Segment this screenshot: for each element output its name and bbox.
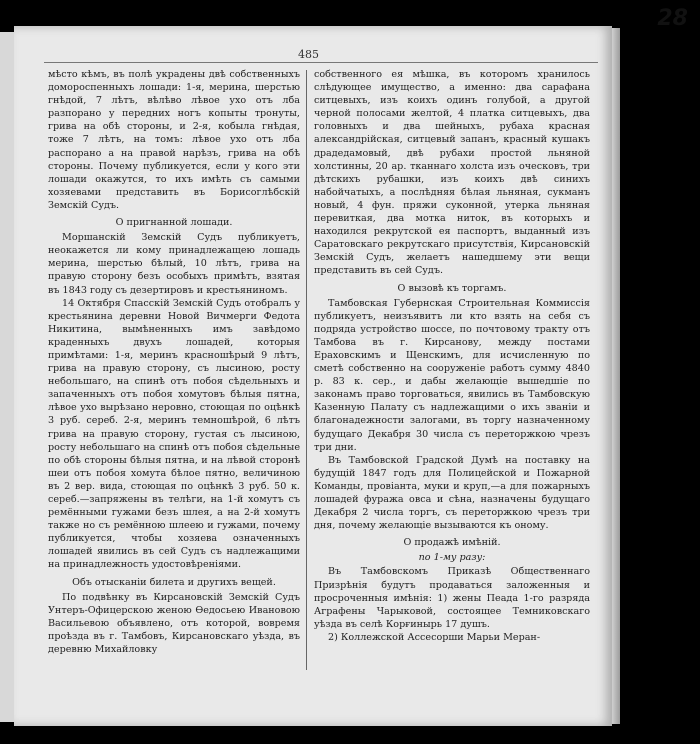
paragraph: Тамбовская Губернская Строительная Коммиссія публикуетъ, неизъявитъ ли кто взять на себя съ подряда устройство шоссе, по почтовому тракту отъ Тамбова въ г. Кирсанову, между постами Ераховскимъ и Щенскимъ, для исчисленную по сметѣ собственно на сооруженіе работъ сумму 4840 р. 83 к. сер., и дабы желающіе вышедшіе по законамъ право торговаться, явились въ Тамбовскую Казенную Палату съ надлежащими о ихъ званіи и благонадежности залогами, въ торгу назначенному будущаго Декабря 30 числа съ переторжкою чрезъ три дни. <box>314 297 590 453</box>
section-heading: Объ отысканіи билета и другихъ вещей. <box>72 576 276 588</box>
section-heading: О вызовѣ къ торгамъ. <box>397 282 507 294</box>
left-column <box>48 68 300 656</box>
section-subheading: по 1-му разу: <box>418 552 486 564</box>
section-heading: О пригнанной лошади. <box>115 217 233 229</box>
document-page <box>14 26 612 726</box>
paragraph: Моршанскій Земскій Судъ публикуетъ, неокажется ли кому принадлежащею лошадь мерина, шерстью бѣлый, 10 лѣтъ, грива на правую сторону безъ особыхъ примѣтъ, взятая въ 1843 году съ дезертировъ и крестьяниномъ. <box>48 232 300 296</box>
column-divider <box>306 70 307 670</box>
paragraph-continuation: собственного ея мѣшка, въ которомъ хранилось слѣдующее имущество, а именно: два сарафана ситцевыхъ, изъ коихъ одинъ голубой, а другой черной полосами желтой, 4 платка ситцевыхъ, два головныхъ и два шейныхъ, рубаха красная александрійская, ситцевый запанъ, красный кушакъ драдедамовый, двѣ рубахи простой льняной холстинны, 20 ар. тканнаго холста изъ оческовъ, три дѣтскихъ рубашки, изъ коихъ двѣ синихъ набойчатыхъ, а послѣдняя бѣлая льняная, сукманъ новый, 4 фун. пряжи суконной, утерка льняная перевиткая, два мотка ниток, въ которыхъ и находился рекрутской ея паспортъ, выданный изъ Саратовскаго рекрутскаго присутствія, Кирсановскій Земскій Судъ, желаетъ нашедшему эти вещи представить въ сей Судъ. <box>314 69 590 277</box>
paragraph: 2) Коллежской Ассесорши Марьи Меран- <box>328 631 541 643</box>
paragraph-continuation: мѣсто кѣмъ, въ полѣ украдены двѣ собственныхъ домороспенныхъ лошади: 1-я, мерина, шерстью гнѣдой, 7 лѣтъ, вѣлѣво лѣвое ухо отъ лба разпорано у передних ногъ копыты тронуты, грива на обѣ стороны, и 2-я, кобыла гнѣдая, тоже 7 лѣтъ, на томъ: лѣвое ухо отъ лба распорано а на правой нарѣзъ, грива на обѣ стороны. Почему публикуется, если у кого эти лошади окажутся, то ихъ имѣть съ самыми хозяевами представить въ Борисоглѣбскій Земскій Судъ. <box>48 69 300 211</box>
header-rule <box>44 62 598 63</box>
paragraph: Въ Тамбовскомъ Приказѣ Общественнаго Призрѣнія будутъ продаваться заложенныя и просроченныя имѣнія: 1) жены Пеада 1-го разряда Аграфены Чарыковой, состоящее Темниковскаго уѣзда въ селѣ Корғинырь 17 душъ. <box>314 566 590 630</box>
page-number: 485 <box>298 48 319 61</box>
handwritten-page-mark: 28 <box>657 6 688 31</box>
page-thickness-edge <box>612 28 620 724</box>
right-column <box>314 68 590 644</box>
paragraph: По подвѣнку въ Кирсановскій Земскій Судъ Унтеръ-Офицерскою женою Өедосьею Ивановою Васильевою объявлено, отъ которой, вовремя проѣзда въ г. Тамбовъ, Кирсановскаго уѣзда, въ деревню Михайловку <box>48 591 300 656</box>
paragraph: 14 Октября Спасскій Земскій Судъ отобралъ у крестьянина деревни Новой Вичмерги Федота Никитина, вымѣненныхъ имъ завѣдомо краденныхъ двухъ лошадей, которыя примѣтами: 1-я, меринъ красношѣрый 9 лѣтъ, грива на правую сторону, съ лысиною, росту небольшаго, на спинѣ отъ побоя сѣдельныхъ и запаченныхъ отъ побоя хомутовъ бѣлыя пятна, лѣвое ухо вырѣзано неровно, стоющая по оцѣнкѣ 3 руб. сереб. 2-я, меринъ темношѣрой, 6 лѣтъ грива на правую сторону, густая съ лысиною, росту небольшаго на спинѣ отъ побоя сѣдельные по обѣ стороны бѣлыя пятна, и на лѣвой сторонѣ шеи отъ побоя хомута бѣлое пятно, величиною въ 2 вер. вида, стоющая по оцѣнкѣ 3 руб. 50 к. сереб.—запряжены въ телѣги, на 1-й хомутъ съ ремёнными гужами безъ шлея, а на 2-й хомутъ также но съ ремённою шлеею и гужами, почему публикуется, чтобы хозяева означенныхъ лошадей явились въ сей Судъ съ надлежащими на принадлежность удостовѣреніями. <box>48 297 300 571</box>
section-heading: О продажѣ имѣній. <box>403 537 501 549</box>
facing-page-edge <box>0 32 15 722</box>
paragraph: Въ Тамбовской Градской Думѣ на поставку на будущій 1847 годъ для Полицейской и Пожарной Команды, провіанта, муки и круп,—а для пожарныхъ лошадей фуража овса и сѣна, назначены будущаго Декабря 2 числа торгъ, съ переторжкою чрезъ три дня, почему желающіе вызываются къ оному. <box>314 454 590 532</box>
